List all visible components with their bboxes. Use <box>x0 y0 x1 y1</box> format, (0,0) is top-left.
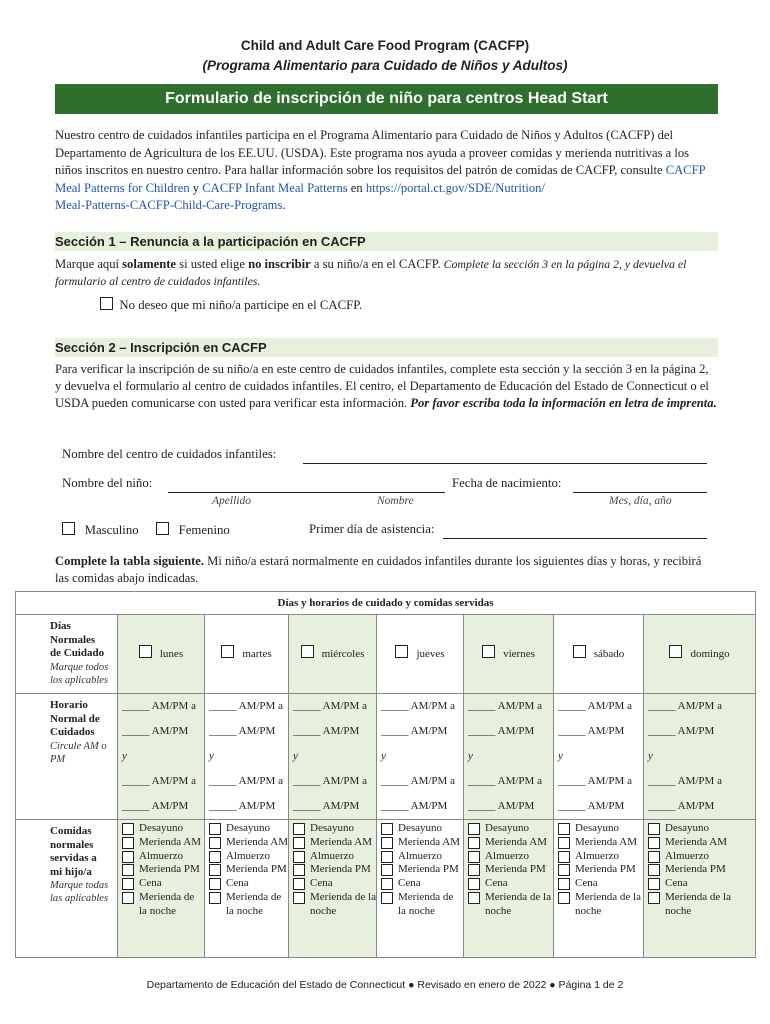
meal-option[interactable] <box>293 836 376 850</box>
meal-checkbox[interactable] <box>381 823 393 835</box>
meal-option[interactable] <box>293 891 376 919</box>
hours-to-2[interactable]: _____ AM/PM <box>122 800 189 812</box>
first-name-caption: Nombre <box>377 495 414 507</box>
meal-label: Merienda PM <box>398 863 459 876</box>
meal-option[interactable] <box>293 877 376 891</box>
hours-from-2[interactable]: _____ AM/PM a <box>209 775 283 787</box>
hours-from-2[interactable]: _____ AM/PM a <box>558 775 632 787</box>
meal-option[interactable] <box>293 863 376 877</box>
last-name-caption: Apellido <box>212 495 251 507</box>
meal-option[interactable] <box>468 891 553 919</box>
meal-checkbox[interactable] <box>293 851 305 863</box>
page-footer: Departamento de Educación del Estado de Connecticut ● Revisado en enero de 2022 ● Página 1 de 2 <box>146 979 624 991</box>
meal-checkbox[interactable] <box>122 851 134 863</box>
program-subtitle: (Programa Alimentario para Cuidado de Niños y Adultos) <box>202 58 568 73</box>
meal-checkbox[interactable] <box>381 864 393 876</box>
thursday-checkbox[interactable] <box>395 645 408 658</box>
meal-checkbox[interactable] <box>122 892 134 904</box>
birthdate-label: Fecha de nacimiento: <box>452 476 562 490</box>
meal-option[interactable] <box>122 836 204 850</box>
hours-to-1[interactable]: _____ AM/PM <box>468 725 535 737</box>
hours-to-1[interactable]: _____ AM/PM <box>648 725 715 737</box>
meals-cell-5 <box>554 820 644 958</box>
meals-cell-4 <box>464 820 554 958</box>
section1-instructions: Marque aquí solamente si usted elige no inscribir a su niño/a en el CACFP. Complete la sección 3 en la página 2, y devuelva el formulario al centro de cuidados infantiles. <box>55 257 687 288</box>
infant-meal-patterns-link[interactable]: CACFP Infant Meal Patterns <box>202 180 348 195</box>
day-saturday[interactable]: sábado <box>554 615 644 694</box>
hours-and: y <box>648 750 653 762</box>
meals-cell-2 <box>289 820 377 958</box>
meal-option[interactable] <box>558 850 643 864</box>
day-sunday[interactable]: domingo <box>644 615 756 694</box>
center-name-label: Nombre del centro de cuidados infantiles: <box>62 447 277 461</box>
day-monday[interactable]: lunes <box>118 615 205 694</box>
meal-label: Merienda de la noche <box>575 890 641 917</box>
meal-label: Merienda PM <box>485 863 546 876</box>
program-title: Child and Adult Care Food Program (CACFP) <box>240 38 530 53</box>
hours-to-1[interactable]: _____ AM/PM <box>293 725 360 737</box>
meal-label: Merienda AM <box>139 835 202 848</box>
meal-label: Desayuno <box>139 822 183 834</box>
meal-label: Merienda de la noche <box>139 890 195 917</box>
meal-checkbox[interactable] <box>648 851 660 863</box>
meal-option[interactable] <box>209 822 288 836</box>
day-thursday[interactable]: jueves <box>377 615 464 694</box>
meal-label: Almuerzo <box>310 849 354 862</box>
meal-checkbox[interactable] <box>468 864 480 876</box>
meal-option[interactable] <box>558 836 643 850</box>
meal-label: Almuerzo <box>485 849 529 862</box>
monday-checkbox[interactable] <box>139 645 152 658</box>
hours-to-2[interactable]: _____ AM/PM <box>558 800 625 812</box>
meal-label: Desayuno <box>575 822 619 834</box>
hours-from-1[interactable]: _____ AM/PM a <box>209 700 283 712</box>
meal-label: Almuerzo <box>665 849 709 862</box>
meal-label: Merienda de la noche <box>310 890 376 917</box>
meal-checkbox[interactable] <box>122 837 134 849</box>
meal-option[interactable] <box>468 850 553 864</box>
meal-checkbox[interactable] <box>558 878 570 890</box>
meal-checkbox[interactable] <box>468 892 480 904</box>
hours-from-1[interactable]: _____ AM/PM a <box>122 700 196 712</box>
meal-label: Desayuno <box>226 822 270 834</box>
meal-label: Cena <box>310 877 333 890</box>
hours-cell-4[interactable] <box>464 694 554 820</box>
hours-to-1[interactable]: _____ AM/PM <box>381 725 448 737</box>
meal-label: Almuerzo <box>139 849 183 862</box>
meal-option[interactable] <box>209 877 288 891</box>
hours-cell-0[interactable] <box>118 694 205 820</box>
hours-from-1[interactable]: _____ AM/PM a <box>468 700 542 712</box>
meal-label: Merienda de la noche <box>226 890 282 917</box>
hours-from-1[interactable]: _____ AM/PM a <box>293 700 367 712</box>
meal-option[interactable] <box>122 891 204 919</box>
days-row-header: Días Normales de Cuidado Marque todos los aplicables <box>16 615 118 694</box>
section2-instructions: Para verificar la inscripción de su niño/a en este centro de cuidados infantiles, complete esta sección y la sección 3 en la página 2, y devuelva el formulario al centro de cuidados infantiles. El centro, el Departamento de Educación del Estado de Connecticut o el USDA pueden comunicarse con usted para verificar esta información. Por favor escriba toda la información en letra de imprenta. <box>55 362 717 410</box>
hours-from-2[interactable]: _____ AM/PM a <box>293 775 367 787</box>
meal-checkbox[interactable] <box>293 864 305 876</box>
hours-to-1[interactable]: _____ AM/PM <box>209 725 276 737</box>
hours-to-2[interactable]: _____ AM/PM <box>381 800 448 812</box>
meal-option[interactable] <box>381 863 463 877</box>
meal-label: Cena <box>398 877 421 890</box>
hours-from-2[interactable]: _____ AM/PM a <box>122 775 196 787</box>
hours-and: y <box>468 750 473 762</box>
female-option[interactable]: Femenino <box>156 522 230 538</box>
meal-option[interactable] <box>468 863 553 877</box>
hours-from-2[interactable]: _____ AM/PM a <box>381 775 455 787</box>
meal-checkbox[interactable] <box>648 878 660 890</box>
meal-checkbox[interactable] <box>209 851 221 863</box>
intro-paragraph: Nuestro centro de cuidados infantiles participa en el Programa Alimentario para Cuidado de Niños y Adultos (CACFP) del Departamento de Agricultura de los EE.UU. (USDA). Este programa nos ayuda a proveer comidas y merienda nutritivas a los niños inscritos en nuestro centro. Para hallar información sobre los requisitos del patrón de comidas de CACFP, consulte CACFP Meal Patterns for Children y CACFP Infant Meal Patterns en https://portal.ct.gov/SDE/Nutrition/ Meal-Patterns-CACFP-Child-Care-Programs. <box>55 128 706 212</box>
form-banner: Formulario de inscripción de niño para centros Head Start <box>55 84 718 114</box>
meal-option[interactable] <box>558 891 643 919</box>
male-checkbox[interactable] <box>62 522 75 535</box>
table-instructions: Complete la tabla siguiente. Mi niño/a estará normalmente en cuidados infantiles durante los siguientes días y horas, y recibirá las comidas abajo indicadas. <box>55 554 702 585</box>
hours-cell-3[interactable] <box>377 694 464 820</box>
meal-checkbox[interactable] <box>209 837 221 849</box>
wednesday-checkbox[interactable] <box>301 645 314 658</box>
meal-checkbox[interactable] <box>293 823 305 835</box>
meal-label: Merienda PM <box>139 863 200 876</box>
schedule-table <box>15 591 756 958</box>
meal-option[interactable] <box>648 836 755 850</box>
hours-and: y <box>558 750 563 762</box>
center-name-field[interactable] <box>303 463 707 464</box>
meal-option[interactable] <box>209 891 288 919</box>
meal-option[interactable] <box>648 850 755 864</box>
meal-label: Almuerzo <box>398 849 442 862</box>
hours-to-2[interactable]: _____ AM/PM <box>648 800 715 812</box>
meal-label: Merienda AM <box>226 835 289 848</box>
hours-from-2[interactable]: _____ AM/PM a <box>468 775 542 787</box>
hours-row-header: Horario Normal de Cuidados Circule AM o PM <box>16 694 118 820</box>
meal-label: Merienda de la noche <box>665 890 731 917</box>
meal-label: Merienda de la noche <box>398 890 454 917</box>
section2-heading: Sección 2 – Inscripción en CACFP <box>55 338 718 357</box>
meal-option[interactable] <box>648 863 755 877</box>
meal-checkbox[interactable] <box>122 823 134 835</box>
hours-to-1[interactable]: _____ AM/PM <box>558 725 625 737</box>
meal-label: Cena <box>139 877 162 890</box>
meal-option[interactable] <box>293 822 376 836</box>
meal-checkbox[interactable] <box>468 851 480 863</box>
meal-checkbox[interactable] <box>558 851 570 863</box>
meal-checkbox[interactable] <box>468 823 480 835</box>
meal-checkbox[interactable] <box>381 878 393 890</box>
hours-and: y <box>209 750 214 762</box>
hours-from-2[interactable]: _____ AM/PM a <box>648 775 722 787</box>
meal-option[interactable] <box>648 891 755 919</box>
hours-and: y <box>293 750 298 762</box>
meal-label: Merienda AM <box>665 835 728 848</box>
first-day-field[interactable] <box>443 538 707 539</box>
meal-option[interactable] <box>558 822 643 836</box>
hours-and: y <box>381 750 386 762</box>
meal-label: Merienda PM <box>310 863 371 876</box>
meal-checkbox[interactable] <box>648 823 660 835</box>
hours-to-2[interactable]: _____ AM/PM <box>209 800 276 812</box>
meal-option[interactable] <box>122 863 204 877</box>
meal-option[interactable] <box>468 836 553 850</box>
meal-label: Almuerzo <box>226 849 270 862</box>
meals-cell-0 <box>118 820 205 958</box>
hours-from-1[interactable]: _____ AM/PM a <box>648 700 722 712</box>
meal-checkbox[interactable] <box>558 864 570 876</box>
meal-label: Merienda PM <box>665 863 726 876</box>
tuesday-checkbox[interactable] <box>221 645 234 658</box>
meal-checkbox[interactable] <box>293 837 305 849</box>
birthdate-field[interactable] <box>573 492 707 493</box>
meal-option[interactable] <box>381 836 463 850</box>
hours-to-2[interactable]: _____ AM/PM <box>468 800 535 812</box>
child-name-field[interactable] <box>168 492 445 493</box>
meal-option[interactable] <box>468 877 553 891</box>
meal-option[interactable] <box>648 822 755 836</box>
sunday-checkbox[interactable] <box>669 645 682 658</box>
meal-checkbox[interactable] <box>381 851 393 863</box>
male-option[interactable]: Masculino <box>62 522 139 538</box>
meal-label: Merienda de la noche <box>485 890 551 917</box>
table-title: Días y horarios de cuidado y comidas servidas <box>16 592 756 615</box>
meal-option[interactable] <box>468 822 553 836</box>
meal-label: Merienda AM <box>310 835 373 848</box>
child-name-label: Nombre del niño: <box>62 476 153 490</box>
meals-row-header: Comidas normales servidas a mi hijo/a Marque todas las aplicables <box>16 820 118 958</box>
hours-cell-2[interactable] <box>289 694 377 820</box>
meal-label: Merienda PM <box>226 863 287 876</box>
hours-cell-6[interactable] <box>644 694 756 820</box>
meal-checkbox[interactable] <box>558 837 570 849</box>
meal-checkbox[interactable] <box>209 823 221 835</box>
meal-checkbox[interactable] <box>468 878 480 890</box>
meal-checkbox[interactable] <box>648 892 660 904</box>
meal-checkbox[interactable] <box>209 892 221 904</box>
meal-label: Cena <box>665 877 688 890</box>
meal-label: Almuerzo <box>575 849 619 862</box>
optout-checkbox[interactable] <box>100 297 113 310</box>
meal-option[interactable] <box>558 877 643 891</box>
meal-checkbox[interactable] <box>648 837 660 849</box>
hours-cell-5[interactable] <box>554 694 644 820</box>
meal-label: Cena <box>485 877 508 890</box>
meal-option[interactable] <box>209 850 288 864</box>
hours-from-1[interactable]: _____ AM/PM a <box>558 700 632 712</box>
meals-cell-3 <box>377 820 464 958</box>
optout-option[interactable]: No deseo que mi niño/a participe en el CACFP. <box>100 297 362 313</box>
saturday-checkbox[interactable] <box>573 645 586 658</box>
meal-checkbox[interactable] <box>381 837 393 849</box>
meal-label: Desayuno <box>485 822 529 834</box>
meal-label: Desayuno <box>398 822 442 834</box>
meal-label: Merienda AM <box>575 835 638 848</box>
meal-label: Desayuno <box>310 822 354 834</box>
meal-label: Merienda AM <box>398 835 461 848</box>
meal-label: Cena <box>575 877 598 890</box>
meal-option[interactable] <box>293 850 376 864</box>
meal-checkbox[interactable] <box>122 878 134 890</box>
meal-label: Cena <box>226 877 249 890</box>
friday-checkbox[interactable] <box>482 645 495 658</box>
meal-checkbox[interactable] <box>381 892 393 904</box>
meal-option[interactable] <box>122 822 204 836</box>
meal-label: Merienda AM <box>485 835 548 848</box>
meal-option[interactable] <box>122 850 204 864</box>
first-day-label: Primer día de asistencia: <box>309 522 435 536</box>
meal-checkbox[interactable] <box>209 864 221 876</box>
meal-option[interactable] <box>122 877 204 891</box>
meal-label: Desayuno <box>665 822 709 834</box>
meal-checkbox[interactable] <box>293 878 305 890</box>
hours-and: y <box>122 750 127 762</box>
meals-cell-1 <box>205 820 289 958</box>
meal-checkbox[interactable] <box>558 823 570 835</box>
day-tuesday[interactable]: martes <box>205 615 289 694</box>
hours-from-1[interactable]: _____ AM/PM a <box>381 700 455 712</box>
meal-checkbox[interactable] <box>648 864 660 876</box>
female-checkbox[interactable] <box>156 522 169 535</box>
date-format-caption: Mes, día, año <box>609 495 672 507</box>
meal-option[interactable] <box>209 836 288 850</box>
portal-url-link[interactable]: https://portal.ct.gov/SDE/Nutrition/ Meal-Patterns-CACFP-Child-Care-Programs <box>55 180 545 212</box>
section1-heading: Sección 1 – Renuncia a la participación en CACFP <box>55 232 718 251</box>
meal-option[interactable] <box>381 891 463 919</box>
hours-cell-1[interactable] <box>205 694 289 820</box>
day-wednesday[interactable]: miércoles <box>289 615 377 694</box>
day-friday[interactable]: viernes <box>464 615 554 694</box>
meal-checkbox[interactable] <box>209 878 221 890</box>
meal-checkbox[interactable] <box>468 837 480 849</box>
hours-to-1[interactable]: _____ AM/PM <box>122 725 189 737</box>
meal-checkbox[interactable] <box>293 892 305 904</box>
meal-label: Merienda PM <box>575 863 636 876</box>
meal-patterns-children-link[interactable]: CACFP Meal Patterns for Children <box>55 163 706 195</box>
meal-option[interactable] <box>381 822 463 836</box>
meals-cell-6 <box>644 820 756 958</box>
meal-checkbox[interactable] <box>558 892 570 904</box>
meal-option[interactable] <box>381 850 463 864</box>
hours-to-2[interactable]: _____ AM/PM <box>293 800 360 812</box>
meal-checkbox[interactable] <box>122 864 134 876</box>
meal-option[interactable] <box>648 877 755 891</box>
meal-option[interactable] <box>381 877 463 891</box>
meal-option[interactable] <box>558 863 643 877</box>
meal-option[interactable] <box>209 863 288 877</box>
